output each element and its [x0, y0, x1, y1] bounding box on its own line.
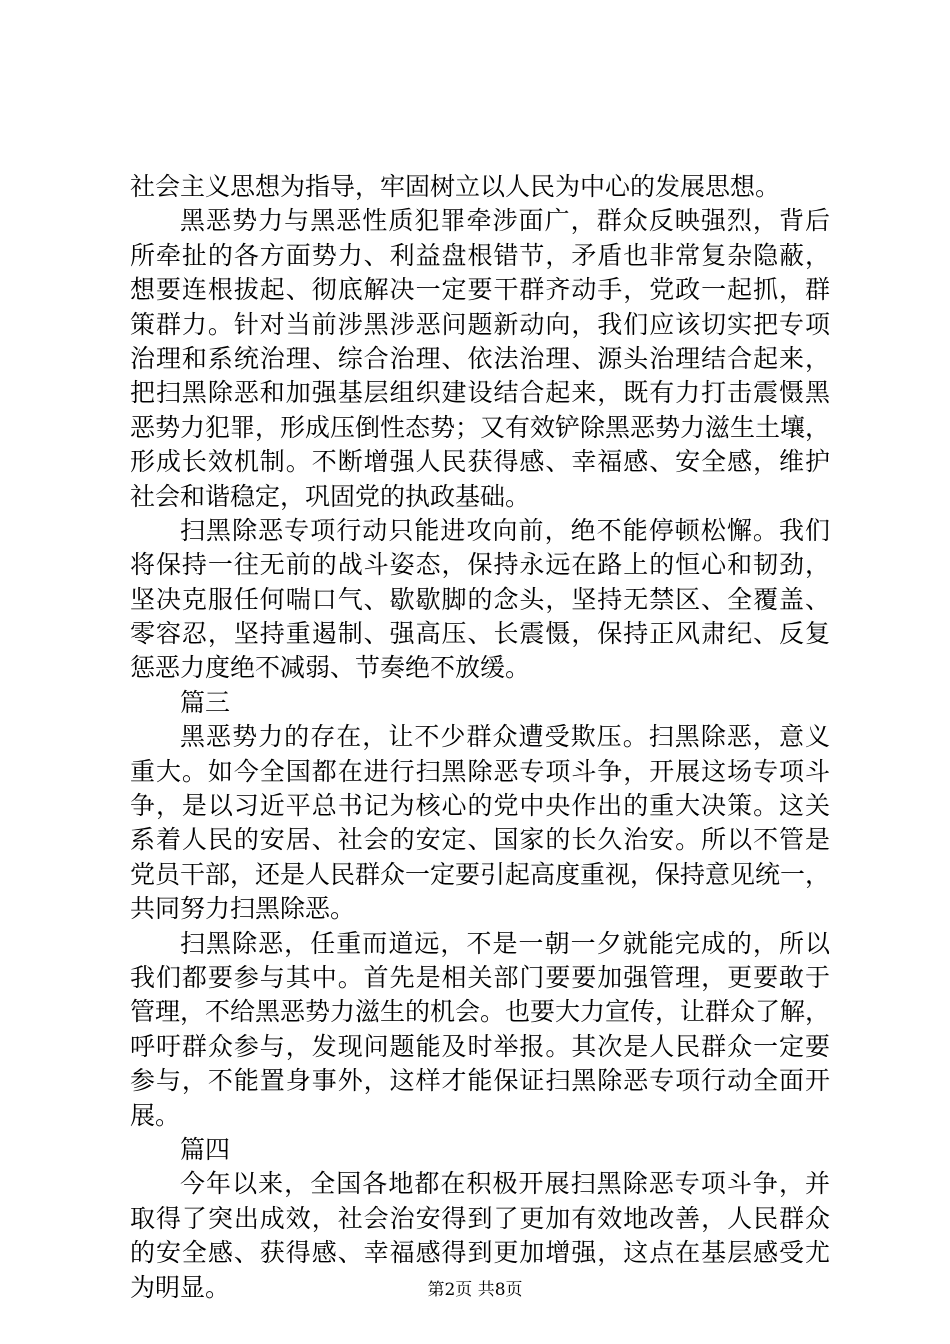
- text-line: 形成长效机制。不断增强人民获得感、幸福感、安全感，维护: [130, 447, 830, 477]
- paragraph: [130, 927, 830, 1133]
- text-line: 共同努力扫黑除恶。: [130, 894, 356, 924]
- page-footer: 第2页 共8页: [427, 1280, 523, 1300]
- paragraph: [130, 204, 830, 514]
- paragraph: [130, 514, 830, 686]
- section-heading: [130, 1133, 830, 1167]
- text-line: 取得了突出成效，社会治安得到了更加有效地改善，人民群众: [130, 1203, 830, 1233]
- text-line: 社会和谐稳定，巩固党的执政基础。: [130, 481, 531, 511]
- heading-text: 篇四: [180, 1134, 231, 1164]
- text-line: 黑恶势力与黑恶性质犯罪牵涉面广，群众反映强烈，背后: [180, 206, 830, 236]
- text-line: 管理，不给黑恶势力滋生的机会。也要大力宣传，让群众了解，: [130, 997, 831, 1027]
- text-line: 今年以来，全国各地都在积极开展扫黑除恶专项斗争，并: [180, 1169, 830, 1199]
- text-line: 为明显。: [130, 1272, 231, 1302]
- section-heading: [130, 686, 830, 720]
- text-line: 的安全感、获得感、幸福感得到更加增强，这点在基层感受尤: [130, 1238, 830, 1268]
- text-line: 治理和系统治理、综合治理、依法治理、源头治理结合起来，: [130, 343, 830, 373]
- text-line: 零容忍，坚持重遏制、强高压、长震慑，保持正风肃纪、反复: [130, 619, 830, 649]
- text-line: 恶势力犯罪，形成压倒性态势；又有效铲除黑恶势力滋生土壤，: [130, 412, 831, 442]
- text-line: 参与，不能置身事外，这样才能保证扫黑除恶专项行动全面开: [130, 1066, 830, 1096]
- text-line: 争，是以习近平总书记为核心的党中央作出的重大决策。这关: [130, 791, 830, 821]
- text-line: 黑恶势力的存在，让不少群众遭受欺压。扫黑除恶，意义: [180, 722, 830, 752]
- text-line: 将保持一往无前的战斗姿态，保持永远在路上的恒心和韧劲，: [130, 550, 830, 580]
- text-line: 党员干部，还是人民群众一定要引起高度重视，保持意见统一，: [130, 859, 831, 889]
- text-line: 惩恶力度绝不减弱、节奏绝不放缓。: [130, 653, 531, 683]
- text-line: 坚决克服任何喘口气、歇歇脚的念头，坚持无禁区、全覆盖、: [130, 584, 830, 614]
- text-line: 系着人民的安居、社会的安定、国家的长久治安。所以不管是: [130, 825, 830, 855]
- text-line: 扫黑除恶，任重而道远，不是一朝一夕就能完成的，所以: [180, 928, 830, 958]
- paragraph: [130, 720, 830, 926]
- text-line: 把扫黑除恶和加强基层组织建设结合起来，既有力打击震慑黑: [130, 378, 830, 408]
- text-line: 展。: [130, 1100, 181, 1130]
- paragraph: [130, 170, 830, 204]
- text-line: 扫黑除恶专项行动只能进攻向前，绝不能停顿松懈。我们: [180, 515, 830, 545]
- text-line: 策群力。针对当前涉黑涉恶问题新动向，我们应该切实把专项: [130, 309, 830, 339]
- text-line: 社会主义思想为指导，牢固树立以人民为中心的发展思想。: [130, 172, 781, 201]
- text-line: 想要连根拔起、彻底解决一定要干群齐动手，党政一起抓，群: [130, 275, 830, 305]
- text-line: 所牵扯的各方面势力、利益盘根错节，矛盾也非常复杂隐蔽，: [130, 240, 830, 270]
- text-line: 重大。如今全国都在进行扫黑除恶专项斗争，开展这场专项斗: [130, 756, 830, 786]
- heading-text: 篇三: [180, 687, 231, 717]
- document-body: [130, 170, 830, 1305]
- text-line: 呼吁群众参与，发现问题能及时举报。其次是人民群众一定要: [130, 1031, 830, 1061]
- text-line: 我们都要参与其中。首先是相关部门要要加强管理，更要敢于: [130, 962, 830, 992]
